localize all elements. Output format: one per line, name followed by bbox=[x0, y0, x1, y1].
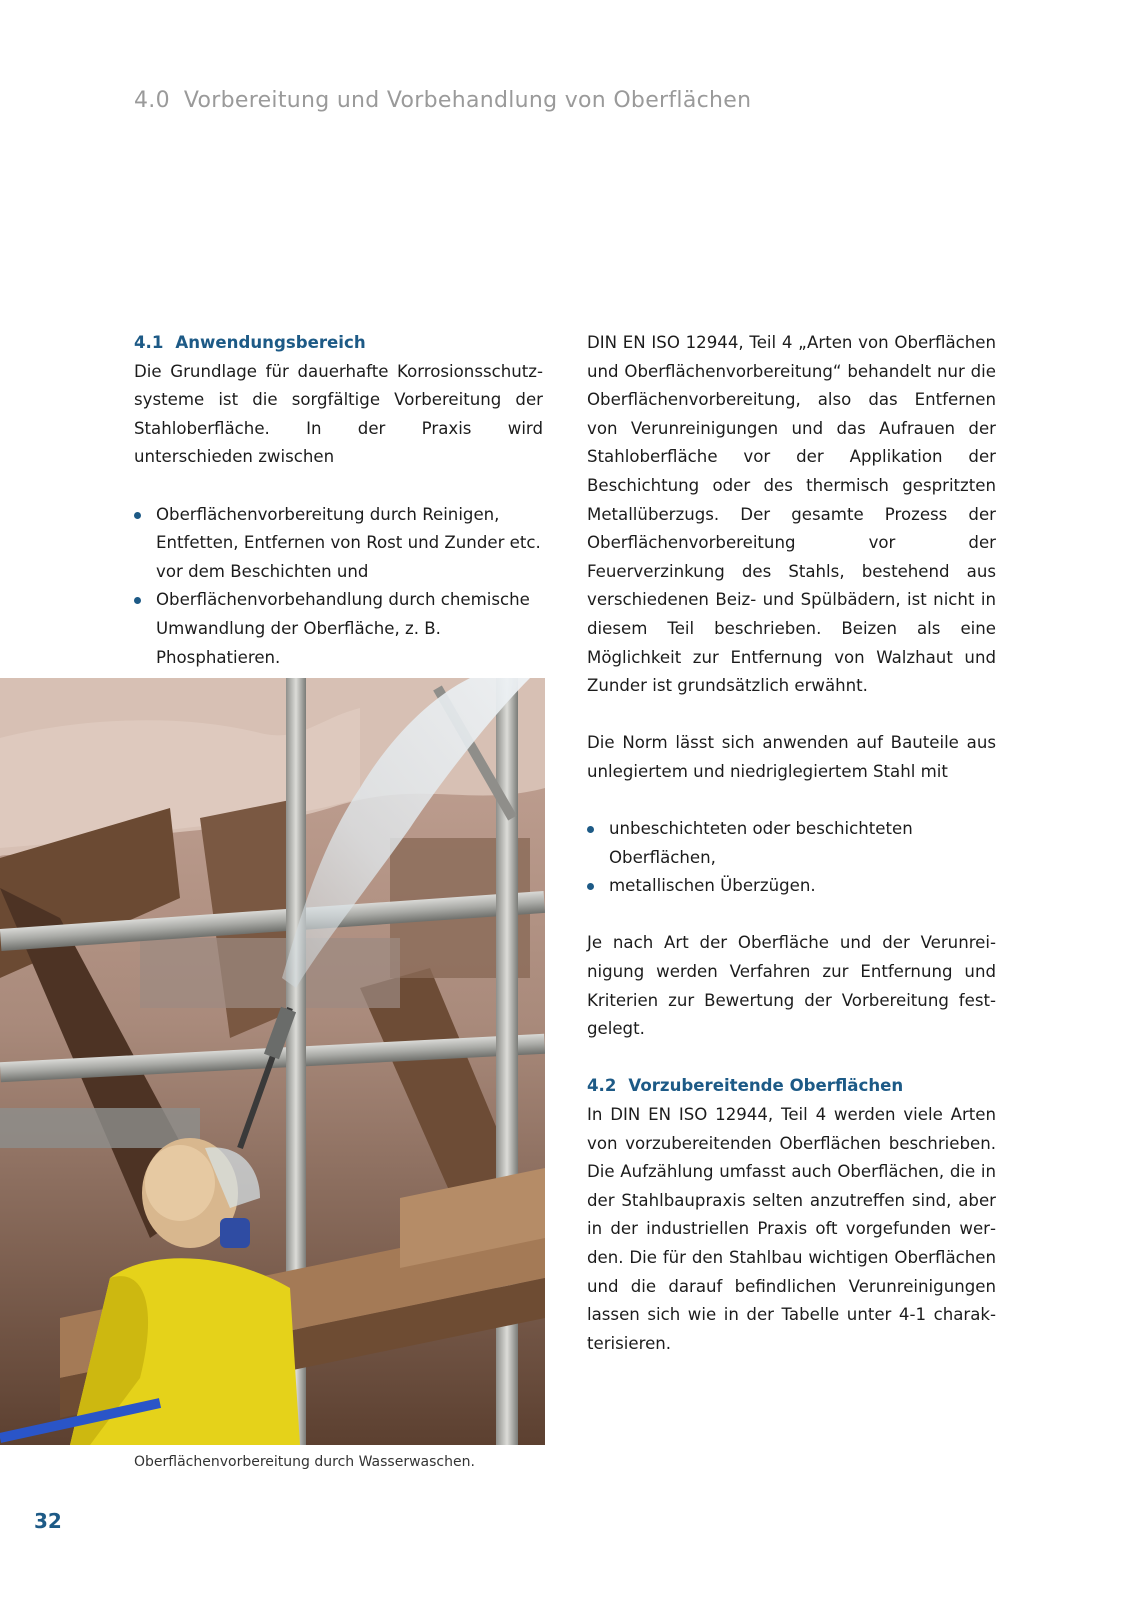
section-4-1-title: Anwendungsbereich bbox=[175, 333, 366, 352]
right-column bbox=[587, 329, 996, 1358]
section-4-2-body: In DIN EN ISO 12944, Teil 4 werden viele Arten von vorzubereitenden Oberflächen beschrieben. Die Aufzählung umfasst auch Oberflächen, die in der Stahlbaupraxis selten anzutreffen sind, aber in der industriellen Praxis oft vorgefunden werden. Die für den Stahlbau wichtigen Oberflächen und die darauf befindlichen Verunreinigungen lassen sich wie in der Tabelle unter 4-1 charakterisieren. bbox=[587, 1105, 996, 1353]
chapter-number: 4.0 bbox=[134, 88, 170, 113]
page-number: 32 bbox=[34, 1509, 62, 1533]
photo-caption: Oberflächenvorbereitung durch Wasserwaschen. bbox=[134, 1454, 475, 1470]
list-item: Oberflächenvorbehandlung durch chemische Umwandlung der Oberfläche, z. B. Phosphatieren. bbox=[134, 586, 543, 672]
section-4-1-intro: Die Grundlage für dauerhafte Korrosionsschutzsysteme ist die sorgfältige Vorbereitung der Stahloberfläche. In der Praxis wird unterschieden zwischen bbox=[134, 361, 543, 467]
norm-scope-bullet-list bbox=[587, 815, 996, 901]
water-washing-photo bbox=[0, 678, 545, 1445]
list-item: unbeschichteten oder beschichteten Oberflächen, bbox=[587, 815, 996, 872]
chapter-title bbox=[134, 88, 751, 113]
paragraph-iso-12944: DIN EN ISO 12944, Teil 4 „Arten von Oberflächen und Oberflächenvorbereitung“ behandelt nur die Oberflächenvorbereitung, also das Entfernen von Verunreinigungen und das Aufrauen der Stahloberfläche vor der Applikation der Beschichtung oder des thermisch gespritzten Metallüberzugs. Der gesamte Prozess der Oberflächenvorbereitung vor der Feuerverzinkung des Stahls, bestehend aus verschiedenen Beiz- und Spülbädern, ist nicht in diesem Teil beschrieben. Beizen als eine Möglichkeit zur Entfernung von Walzhaut und Zunder ist grundsätzlich erwähnt. bbox=[587, 333, 996, 696]
left-column bbox=[134, 329, 543, 672]
paragraph-methods: Je nach Art der Oberfläche und der Verunreinigung werden Verfahren zur Entfernung und Kriterien zur Bewertung der Vorbereitung festgelegt. bbox=[587, 933, 996, 1039]
list-item: Oberflächenvorbereitung durch Reinigen, Entfetten, Entfernen von Rost und Zunder etc. vor dem Beschichten und bbox=[134, 501, 543, 587]
chapter-title-text: Vorbereitung und Vorbehandlung von Oberflächen bbox=[183, 88, 752, 113]
photo-illustration bbox=[0, 678, 545, 1445]
section-4-1-heading bbox=[134, 329, 543, 358]
section-4-1-number: 4.1 bbox=[134, 333, 164, 352]
list-item: metallischen Überzügen. bbox=[587, 872, 996, 901]
section-4-2-number: 4.2 bbox=[587, 1076, 617, 1096]
paragraph-norm-scope: Die Norm lässt sich anwenden auf Bauteile aus unlegiertem und niedriglegiertem Stahl mit bbox=[587, 733, 996, 781]
section-4-2-title: Vorzubereitende Oberflächen bbox=[628, 1076, 904, 1096]
section-4-2-heading bbox=[587, 1072, 996, 1101]
section-4-1-bullet-list bbox=[134, 501, 543, 673]
